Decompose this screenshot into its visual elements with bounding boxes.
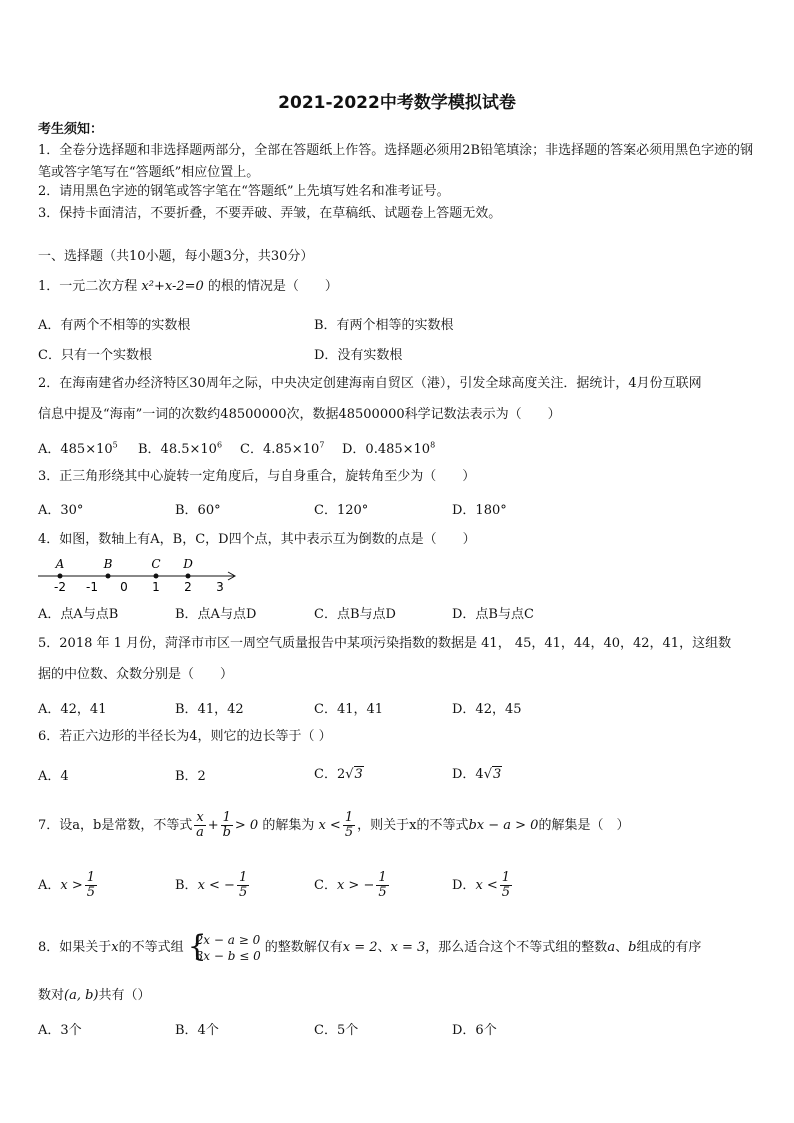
question-7: 7．设a，b是常数，不等式 $\frac{x}{a}$ + $\frac{1}{b}$ > 0 的解集为 x < $\frac{1}{5}$ ，则关于x的不等式bx − a > 0的解集是（ ） [38,810,630,840]
q1-option-c: C．只有一个实数根 [38,348,152,363]
question-8-line-2: 数对(a, b)共有（） [38,988,151,1003]
q6-option-c: C．2√3 [314,767,363,782]
q7-option-b: B．x < − $\frac{1}{5}$ [175,870,248,900]
q3-option-a: A．30° [38,503,84,518]
q4-option-c: C．点B与点D [314,607,396,622]
q3-option-b: B．60° [175,503,221,518]
q8-option-a: A．3个 [38,1023,82,1038]
q2-option-b: B．$48.5\times 10^6$ [138,440,223,457]
question-4: 4．如图，数轴上有A，B，C，D四个点，其中表示互为倒数的点是（ ） [38,532,476,547]
question-5-line-2: 据的中位数、众数分别是（ ） [38,667,234,682]
q3-option-d: D．180° [452,503,507,518]
q1-option-b: B．有两个相等的实数根 [314,318,454,333]
number-line-tick-label: -1 [86,580,98,594]
question-2-line-1: 2．在海南建省办经济特区30周年之际，中央决定创建海南自贸区（港），引发全球高度关注．据统计，4月份互联网 [38,376,702,391]
section-heading: 一、选择题（共10小题，每小题3分，共30分） [38,249,314,264]
number-line-point-label: A [55,557,65,571]
q8-option-d: D．6个 [452,1023,497,1038]
q6-option-d: D．4√3 [452,767,502,782]
question-1 [38,279,760,295]
q6-option-a: A．4 [38,769,69,784]
number-line-tick-label: 3 [216,580,224,594]
q7-option-a: A．x > $\frac{1}{5}$ [38,870,96,900]
q7-option-c: C．x > − $\frac{1}{5}$ [314,870,387,900]
q1-option-a: A．有两个不相等的实数根 [38,318,191,333]
q3-option-c: C．120° [314,503,369,518]
q6-option-b: B．2 [175,769,206,784]
number-line-figure [38,556,248,596]
q7-frac-x-a: $\frac{x}{a}$ [196,810,204,840]
question-6: 6．若正六边形的半径长为4，则它的边长等于（ ） [38,729,332,744]
notice-item-2: 2．请用黑色字迹的钢笔或答字笔在“答题纸”上先填写姓名和准考证号。 [38,184,450,199]
q2-option-d: D．$0.485\times 10^8$ [342,440,436,457]
notice-item-1: 1．全卷分选择题和非选择题两部分，全部在答题纸上作答。选择题必须用2B铅笔填涂；非选择题的答案必须用黑色字迹的钢笔或答字笔写在“答题纸”相应位置上。 [38,143,754,180]
number-line-point [106,574,111,579]
q5-option-c: C．41，41 [314,702,384,717]
q1-pre: 1．一元二次方程 [38,279,142,294]
q2-option-a: A．$485\times 10^5$ [38,440,118,457]
number-line-tick-label: 0 [120,580,128,594]
q8-option-c: C．5个 [314,1023,359,1038]
q8-inequality-system: { 2x − a ≥ 0 3x − b ≤ 0 [187,928,261,964]
q4-option-d: D．点B与点C [452,607,534,622]
notice-heading: 考生须知： [38,122,104,137]
question-5-line-1: 5．2018 年 1 月份，菏泽市市区一周空气质量报告中某项污染指数的数据是 41， 45，41，44，40，42，41，这组数 [38,636,732,651]
q1-equation: x²+x-2=0 [141,279,204,294]
number-line-tick-label: 1 [152,580,160,594]
q5-option-b: B．41，42 [175,702,244,717]
number-line-point-label: B [103,557,113,571]
q2-option-c: C．$4.85\times 10^7$ [240,440,325,457]
number-line-point-label: D [183,557,193,571]
notice-item-3: 3．保持卡面清洁，不要折叠，不要弄破、弄皱，在草稿纸、试题卷上答题无效。 [38,206,502,221]
q1-option-d: D．没有实数根 [314,348,403,363]
number-line-point [154,574,159,579]
question-3: 3．正三角形绕其中心旋转一定角度后，与自身重合，旋转角至少为（ ） [38,469,476,484]
q8-option-b: B．4个 [175,1023,219,1038]
q4-option-b: B．点A与点D [175,607,257,622]
q7-frac-1-5: $\frac{1}{5}$ [344,810,354,840]
number-line-point [186,574,191,579]
number-line-point [58,574,63,579]
q7-option-d: D．x < $\frac{1}{5}$ [452,870,511,900]
number-line-point-label: C [151,557,161,571]
q5-option-d: D．42，45 [452,702,522,717]
q7-frac-1-b: $\frac{1}{b}$ [222,810,231,840]
question-8-line-1: 8．如果关于x的不等式组 { 2x − a ≥ 0 3x − b ≤ 0 的整数解仅有x = 2、x = 3，那么适合这个不等式组的整数a、b组成的有序 [38,928,702,964]
q5-option-a: A．42，41 [38,702,107,717]
question-2-line-2: 信息中提及“海南”一词的次数约48500000次，数据48500000科学记数法表示为（ ） [38,407,561,422]
q4-option-a: A．点A与点B [38,607,119,622]
number-line-tick-label: -2 [54,580,66,594]
number-line-tick-label: 2 [184,580,192,594]
q1-post: 的根的情况是（ ） [203,279,338,294]
page-title: 2021-2022中考数学模拟试卷 [278,93,516,113]
